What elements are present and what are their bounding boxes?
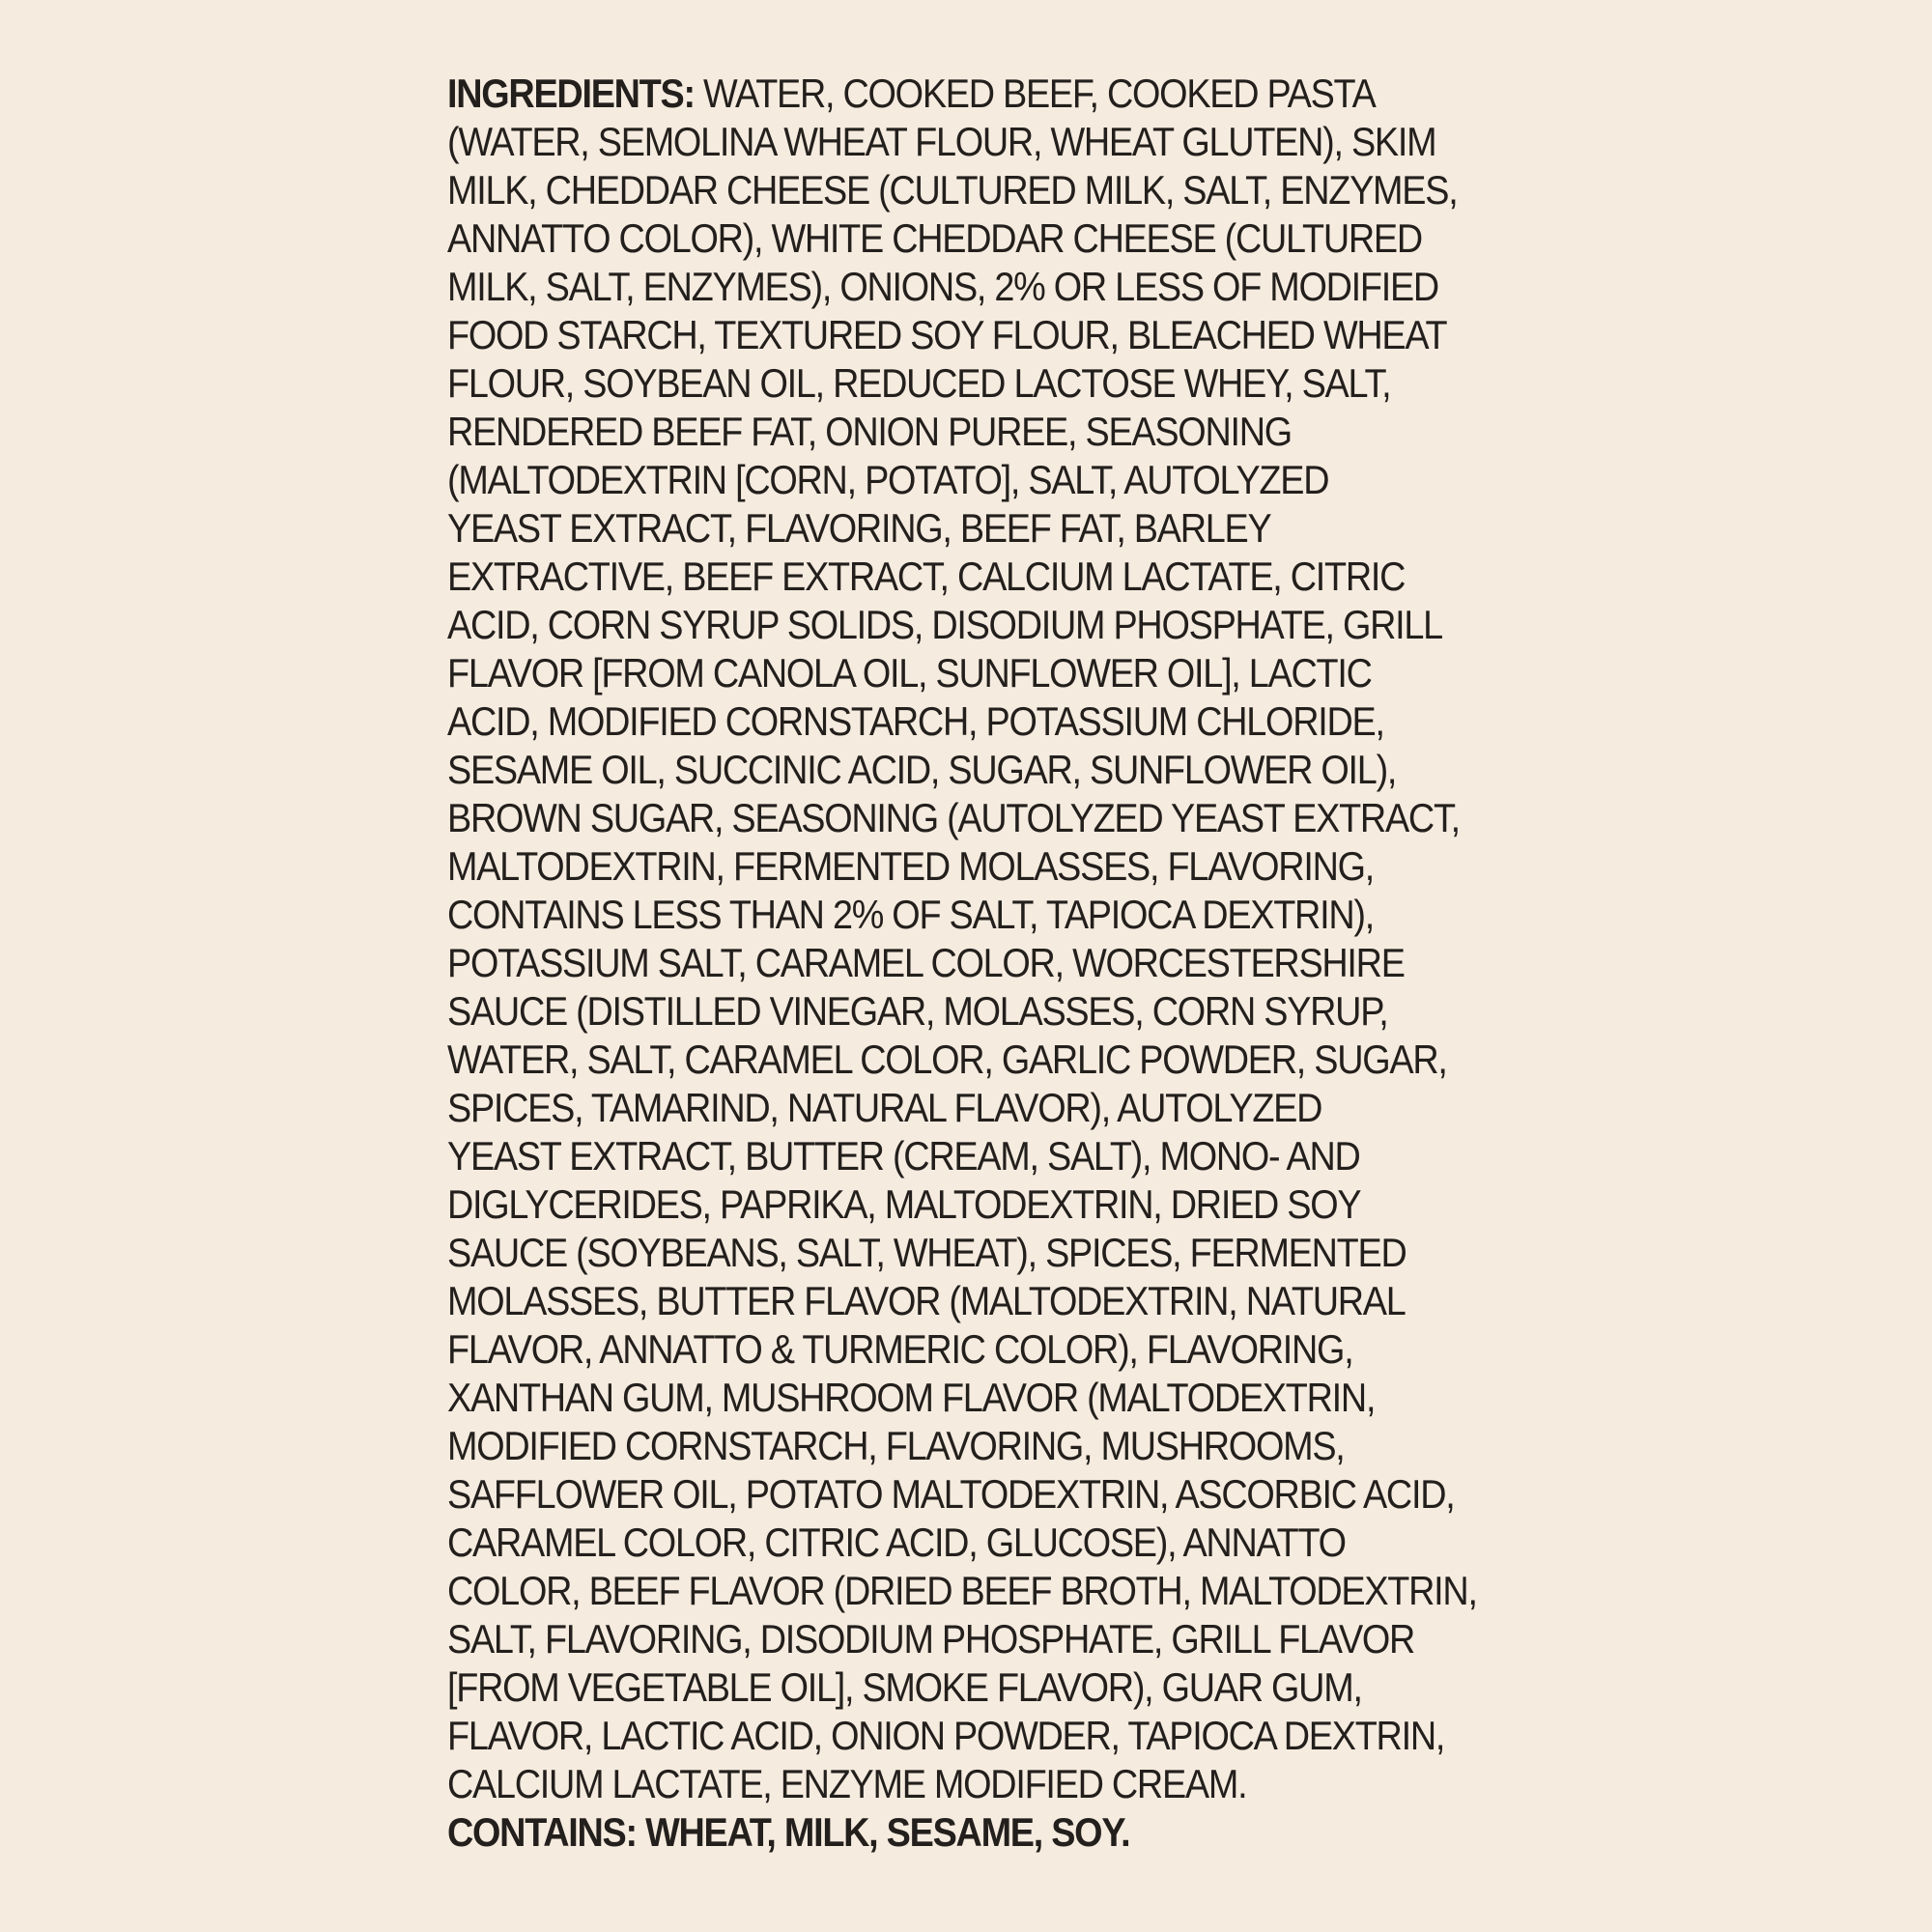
ingredients-line: FLAVOR [FROM CANOLA OIL, SUNFLOWER OIL], LACTIC bbox=[447, 650, 1372, 696]
ingredients-line: DIGLYCERIDES, PAPRIKA, MALTODEXTRIN, DRIED SOY bbox=[447, 1181, 1361, 1227]
ingredients-line: (MALTODEXTRIN [CORN, POTATO], SALT, AUTOLYZED bbox=[447, 457, 1329, 502]
ingredients-line: SAFFLOWER OIL, POTATO MALTODEXTRIN, ASCORBIC ACID, bbox=[447, 1471, 1455, 1517]
ingredients-panel bbox=[447, 70, 1510, 1857]
ingredients-line: BROWN SUGAR, SEASONING (AUTOLYZED YEAST EXTRACT, bbox=[447, 795, 1460, 840]
ingredients-line: CALCIUM LACTATE, ENZYME MODIFIED CREAM. bbox=[447, 1761, 1247, 1806]
ingredients-line: MODIFIED CORNSTARCH, FLAVORING, MUSHROOMS, bbox=[447, 1423, 1345, 1468]
ingredients-line: SESAME OIL, SUCCINIC ACID, SUGAR, SUNFLOWER OIL), bbox=[447, 747, 1397, 792]
ingredients-line: YEAST EXTRACT, BUTTER (CREAM, SALT), MONO- AND bbox=[447, 1133, 1360, 1179]
ingredients-line: FOOD STARCH, TEXTURED SOY FLOUR, BLEACHED WHEAT bbox=[447, 312, 1447, 357]
ingredients-line: MILK, SALT, ENZYMES), ONIONS, 2% OR LESS OF MODIFIED bbox=[447, 264, 1438, 309]
ingredients-line: RENDERED BEEF FAT, ONION PUREE, SEASONING bbox=[447, 409, 1292, 454]
ingredients-line: MALTODEXTRIN, FERMENTED MOLASSES, FLAVORING, bbox=[447, 843, 1375, 889]
ingredients-line: FLOUR, SOYBEAN OIL, REDUCED LACTOSE WHEY, SALT, bbox=[447, 360, 1391, 406]
ingredients-line: (WATER, SEMOLINA WHEAT FLOUR, WHEAT GLUTEN), SKIM bbox=[447, 119, 1436, 164]
ingredients-line: FLAVOR, ANNATTO & TURMERIC COLOR), FLAVORING, bbox=[447, 1326, 1353, 1372]
ingredients-heading: INGREDIENTS: bbox=[447, 71, 695, 116]
ingredients-line: ANNATTO COLOR), WHITE CHEDDAR CHEESE (CULTURED bbox=[447, 215, 1422, 261]
ingredients-line: CARAMEL COLOR, CITRIC ACID, GLUCOSE), ANNATTO bbox=[447, 1520, 1346, 1565]
ingredients-line: XANTHAN GUM, MUSHROOM FLAVOR (MALTODEXTRIN, bbox=[447, 1375, 1376, 1420]
ingredients-line: FLAVOR, LACTIC ACID, ONION POWDER, TAPIOCA DEXTRIN, bbox=[447, 1713, 1445, 1758]
contains-statement: CONTAINS: WHEAT, MILK, SESAME, SOY. bbox=[447, 1809, 1130, 1855]
ingredients-line: [FROM VEGETABLE OIL], SMOKE FLAVOR), GUAR GUM, bbox=[447, 1664, 1362, 1710]
ingredients-line: SAUCE (SOYBEANS, SALT, WHEAT), SPICES, FERMENTED bbox=[447, 1230, 1406, 1275]
ingredients-line: SALT, FLAVORING, DISODIUM PHOSPHATE, GRILL FLAVOR bbox=[447, 1616, 1415, 1662]
ingredients-line bbox=[447, 70, 1404, 118]
ingredients-line: MOLASSES, BUTTER FLAVOR (MALTODEXTRIN, NATURAL bbox=[447, 1278, 1406, 1323]
ingredients-line: ACID, CORN SYRUP SOLIDS, DISODIUM PHOSPHATE, GRILL bbox=[447, 602, 1442, 647]
ingredients-line: ACID, MODIFIED CORNSTARCH, POTASSIUM CHLORIDE, bbox=[447, 698, 1384, 744]
ingredients-line: MILK, CHEDDAR CHEESE (CULTURED MILK, SALT, ENZYMES, bbox=[447, 167, 1458, 213]
ingredients-line: CONTAINS LESS THAN 2% OF SALT, TAPIOCA DEXTRIN), bbox=[447, 892, 1374, 937]
ingredients-line: WATER, SALT, CARAMEL COLOR, GARLIC POWDER, SUGAR, bbox=[447, 1037, 1447, 1082]
ingredients-text: WATER, COOKED BEEF, COOKED PASTA bbox=[694, 71, 1376, 116]
ingredients-line: COLOR, BEEF FLAVOR (DRIED BEEF BROTH, MALTODEXTRIN, bbox=[447, 1568, 1477, 1613]
ingredients-line: SAUCE (DISTILLED VINEGAR, MOLASSES, CORN SYRUP, bbox=[447, 988, 1388, 1034]
ingredients-line: YEAST EXTRACT, FLAVORING, BEEF FAT, BARLEY bbox=[447, 505, 1271, 551]
ingredients-line: POTASSIUM SALT, CARAMEL COLOR, WORCESTERSHIRE bbox=[447, 940, 1405, 985]
ingredients-line: EXTRACTIVE, BEEF EXTRACT, CALCIUM LACTATE, CITRIC bbox=[447, 554, 1406, 599]
ingredients-line: SPICES, TAMARIND, NATURAL FLAVOR), AUTOLYZED bbox=[447, 1085, 1322, 1130]
